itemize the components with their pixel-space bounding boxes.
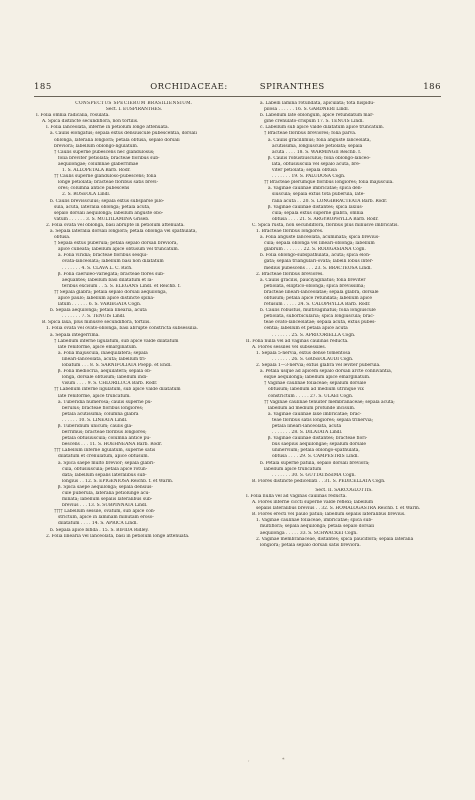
- text-line: aequilonga . . . . . 33. S. SCHWACKEI Cogn.: [260, 530, 358, 536]
- text-line: acutissima, longiuscule petiolata; sepala: [272, 143, 363, 149]
- text-line: cule puberula, lateralia petiolunge acu-: [62, 491, 150, 496]
- text-line: brevius . . . 13. S. SUBPINNATA Lindl.: [62, 503, 148, 509]
- text-line: . . . . . . . 4. S. CLAVA L. C. Rich.: [62, 265, 133, 271]
- left-column: [36, 101, 232, 540]
- text-line: . . . . . . . 26. S. GRISEOLAUDI Cogn.: [272, 356, 354, 362]
- text-line: β. Spica saepe aequilonga; sepala densius-: [58, 484, 153, 490]
- text-line: β. Vaginae caulinae distantes; spica laxius-: [268, 204, 364, 210]
- text-line: I. Folia omnia radicalia, rosulata.: [36, 113, 110, 119]
- text-line: † Caulis superne pubescens nec glandulosus;: [54, 149, 155, 155]
- text-line: late reniforme, apice emarginatum.: [58, 344, 138, 350]
- text-line: visum . . . . 9. S. CHLORILUCA Barb. Rodr.: [62, 381, 158, 387]
- text-line: apice paulo; labellum apice distincte spina-: [58, 296, 155, 301]
- text-line: ovata-lanceolata; labellum basi non dilatatum: [62, 259, 164, 265]
- text-line: †† Labellum inferne ligulatum, sub apice valde dilatatum: [54, 387, 181, 393]
- text-line: A. Spica distincte secundiflora, non tortilis.: [42, 119, 139, 125]
- text-line: β. Folia mediocria, aequilatera; sepala ob-: [58, 369, 152, 375]
- text-line: 2. Bracteae floribus breviores.: [256, 271, 324, 277]
- text-line: 2. Vaginae membranaceae, distantes; spica pauciflora; sepala lateralia: [256, 536, 414, 542]
- header-rule: [34, 96, 441, 97]
- text-line: a. Folia viridia; bracteae floribus sesqui-: [58, 253, 148, 259]
- text-line: β. Vaginae caulinae distantes; bracteae flori-: [268, 436, 368, 442]
- text-line: teribus excisum . . 5. S. ELEGANS Lindl. et Reichb. f.: [62, 283, 181, 289]
- page-number-right: 186: [423, 82, 441, 92]
- text-line: multiflora; sepala aequilonga; petala sepalo dorsali: [260, 524, 375, 530]
- text-line: cula, obtusiuscula; petala apice rotun-: [62, 466, 148, 472]
- text-line: berulus; bracteae floribus longiores;: [62, 405, 144, 411]
- text-line: †† Caulis superne glanduloso-pubescens; folia: [54, 174, 157, 180]
- text-line: † Bracteae floribus breviores; folia parva.: [264, 131, 357, 137]
- text-line: viter petiolata; sepala obtusa: [272, 168, 337, 174]
- footer-mark: ,: [248, 757, 250, 763]
- text-line: b. Petala superne patula, sepalo dorsali breviora;: [260, 460, 370, 466]
- text-line: . . . . . . . 25. S. APRICORIELLA Cogn.: [272, 332, 356, 338]
- text-line: †† Sepala glabra; petala sepalo dorsali aequilonga,: [54, 289, 167, 295]
- text-line: lobatum . . . 8. S. SARNIFOLIATA Poepp. et Endl.: [62, 363, 172, 369]
- text-line: sepalo dorsali aequilonga; labellum anguste obo-: [54, 210, 164, 216]
- text-line: 2. S. ROSEOLA Lindl.: [62, 192, 111, 198]
- text-line: A. Flores inferne ciccti superne valde reflexi; labellum: [252, 500, 374, 506]
- text-line: b. Caulis brevissculus; sepala extus subsparse pilo-: [50, 198, 165, 204]
- text-line: II. Folia nulla vel ad vaginas caulinas reducta.: [246, 338, 349, 344]
- text-line: . . . . . . . 19. S. PALUDOSA Cogn.: [272, 174, 346, 180]
- text-line: cula; sepala extus superne glabra, omnia: [272, 210, 364, 216]
- text-line: longius . . 12. S. EPIGENIOSA Reichb. f. et Warm.: [62, 478, 174, 484]
- text-line: . . . . . . . 7. S. TENUIS Lindl.: [62, 314, 126, 320]
- text-line: late reniforme, apice truncatum.: [58, 393, 131, 399]
- text-line: cula; sepala oblonga vel lineari-oblonga; labellum: [264, 241, 375, 247]
- text-line: I. Folia nulla vel ad vaginas caulinas reducta.: [246, 494, 347, 499]
- text-line: ††† Labellum inferne ligulatum, superne satis: [54, 448, 156, 454]
- text-line: †† Bracteae plerumque floribus longiores; folia majuscula.: [264, 180, 394, 186]
- text-line: petiolata, elliptico-oblonga; spica brevissima;: [264, 283, 365, 289]
- text-line: 2. Folia linearia vel lanceolata, basi in petiolum longe attenuata.: [46, 533, 190, 539]
- text-line: apice cuneata; labellum apice obtusum vel truncatum.: [58, 247, 180, 253]
- text-line: a. Tuberidia numerosa; caulis superne pu-: [58, 399, 153, 405]
- text-line: siuscula; sepala extus tota puberula, late-: [272, 192, 365, 198]
- text-line: 1. Sepala 5-nervia, extus dense tomentosa: [256, 350, 351, 356]
- text-line: 2. Folia ovata vel oblonga, basi abrupte in petiolum attenuata.: [46, 222, 185, 228]
- text-line: B. Flores distincte pedicellati . . 31. S. PEDICELLATA Cogn.: [252, 478, 386, 484]
- text-line: I. Folia lanceolata, inferne in petiolum longe attenuata.: [46, 125, 170, 131]
- text-line: sepalis lateralibus brevius . . 32. S. HOMALOGASTRA Reichb. f. et Warm.: [256, 506, 421, 512]
- text-line: . . . . . . . 30. S. GUTTATISSIMA Cogn.: [272, 472, 356, 478]
- text-line: a. Caulis gracilis, pauciyaginatus; folia breviter: [260, 277, 366, 283]
- text-line: A. Flores sessiles vel subsessiles.: [252, 344, 326, 350]
- text-line: obtusa.: [54, 235, 71, 241]
- text-line: 2. Sepala 1—3-nervia; extus glabra vel leviter puberula.: [256, 363, 381, 369]
- text-line: teae ovato-lanceolatae; sepala acuta, extus pubes-: [264, 320, 376, 326]
- text-line: obtusum; petala apice retundata; labellum apice: [264, 296, 372, 301]
- text-line: folia breviter petiolata; bracteae floribus sub-: [58, 155, 160, 161]
- text-line: obtusa . . . . 29. S. CAMPESTRIS Lindl.: [272, 454, 359, 460]
- text-line: . . . . . . 10. S. LINEATA Lindl.: [62, 417, 128, 423]
- text-line: obtusum; labellum ad medium utrinque vix: [268, 387, 364, 393]
- text-line: β. Folia caeruleo-variegata; bracteae flores sub-: [58, 271, 165, 277]
- text-line: CONSPECTUS SPECIERUM BRASILIENSIUM.: [75, 101, 193, 106]
- text-line: data; labellum sepalis lateralibus sub-: [62, 472, 147, 478]
- text-line: glabrum . . . . . . . 22. S. RODIGASIANA Cogn.: [264, 247, 366, 253]
- text-line: b. Folia oblongo-subspathulata, acuta; spica elon-: [260, 253, 371, 259]
- text-line: longa, dorsale obtusum; labellum indi-: [62, 375, 148, 381]
- running-header: [34, 82, 441, 96]
- text-line: c. Labellum sub apice valde dilatatum apice truncatum.: [260, 125, 385, 131]
- text-line: a. Sepala lateralia dorsali longiora; petala oblonga vel spathulata,: [50, 228, 197, 234]
- text-line: 1. Vaginae caulinae foliaceae, imbricatae; spica sub-: [256, 518, 373, 524]
- text-line: latum . . . . . . 6. S. VARIEGATA Cogn.: [58, 302, 142, 308]
- running-title: [34, 82, 441, 92]
- text-line: petala obtusiuscula; columna antice pu-: [62, 436, 151, 442]
- text-line: dilatatum et crenulatum, apice obtusum.: [58, 454, 149, 460]
- text-line: sula, acuta, lateralia oblonga; petala acuta,: [54, 204, 151, 210]
- text-line: † Labellum inferne ligulatum, sub apice valde dilatatum: [54, 338, 179, 344]
- text-line: B. Spica laxa, plus minusve secundiflora, tortilis.: [42, 320, 151, 326]
- running-title-right: SPIRANTHES: [259, 82, 325, 92]
- text-line: lata, obtusiuscula vel sepalo acuta, bre-: [272, 161, 361, 167]
- text-line: gine crenulato-crispum 17. S. TENUIS Lindl.: [264, 119, 364, 125]
- text-line: b. Caulis robustus, multivaginatus; folia longiuscule: [260, 308, 376, 314]
- text-line: 1. Bracteae floribus longiores.: [256, 228, 324, 234]
- text-line: acuta . . . . 18. S. WARMINGII Reichb. f.: [272, 149, 362, 155]
- text-line: a. Labelli lamina rotundata, apiculata; tota hispidu-: [260, 101, 375, 106]
- text-line: dilatatum . . . . 14. S. APRICA Lindl.: [58, 521, 138, 527]
- text-line: petala acutissima; columna glabra: [62, 411, 139, 417]
- text-line: longe petiolata; bracteae floribus satis brevi-: [58, 180, 159, 186]
- text-line: β. Tuberidium unicum; caulis gla-: [58, 423, 133, 429]
- text-line: a. Caulis gracillimus; folia anguste lanceolata,: [268, 137, 371, 143]
- text-line: a. Folia majuscula, inaequilatera; sepala: [58, 350, 148, 356]
- text-line: a. Caulis elongatus; sepala extus densiuscule pubescentia, dorsali: [50, 131, 197, 137]
- text-line: ralia acuta . . 20. S. LONGIBRACTEATA Barb. Rodr.: [272, 198, 388, 204]
- text-line: † Vaginae caulinae foliaceae; sepalum dorsale: [264, 381, 367, 387]
- text-line: 1. Folia ovata vel ovato-oblonga, basi abrupte constricta subsessilia.: [46, 326, 199, 332]
- text-line: b. Labellum late oblongum, apice retundatum mar-: [260, 113, 374, 119]
- running-title-left: ORCHIDACEAE:: [150, 82, 228, 92]
- text-line: Sect. II. SARCOGLOTTIS.: [315, 487, 373, 493]
- text-line: bescens . . . 11. S. HOEHNEANA Barb. Rodr.: [62, 442, 162, 448]
- text-line: †††† Labellum sessile, ovatum, sub apice con-: [54, 509, 156, 515]
- text-line: longiora; petala sepalo dorsali satis breviora.: [260, 542, 361, 548]
- text-line: berrimus; bracteae floribus longiores;: [62, 430, 147, 436]
- text-line: Sect. I. EUSPIRANTHES.: [105, 107, 163, 113]
- right-column: [246, 101, 442, 549]
- text-line: breviora; labellum oblongo-ligulatum.: [54, 143, 139, 149]
- text-line: C. Spica rusta, non secundiflora, floribus plus minusve imbricatis.: [252, 222, 399, 228]
- text-line: petala lineari-lanceolata, acuta: [272, 423, 342, 429]
- text-line: † Sepala extus puberula; petala sepalo dorsali breviora,: [54, 241, 178, 247]
- text-line: aequantes; labellum basi dilatatum et la-: [62, 277, 153, 283]
- page-number-left: 185: [34, 82, 52, 92]
- text-line: vatum . . . . . . 3. S. MULTILAMINA Griseb.: [54, 216, 150, 222]
- text-line: centia; labellum et petala apice acuta: [264, 326, 348, 332]
- text-line: strictum, apice in laminam minutam eroso-: [58, 515, 154, 521]
- text-line: teae floribus satis longiores; sepala trinervia;: [272, 417, 374, 423]
- text-line: petiolata, suborbicularia; spica longiuscula; brac-: [264, 314, 375, 320]
- text-line: b. Sepala aequilonga; petala linearia, acuta: [50, 308, 147, 314]
- text-line: aequilongae; columnae glaberrimae: [58, 161, 139, 167]
- text-line: a. Petala usque ad apicem sepalo dorsali arcte connivantia,: [260, 369, 393, 375]
- text-line: medius pubescens . . . 23. S. BRACTEOSA Lindl.: [264, 265, 372, 271]
- text-line: retusum . . . . . 24. S. CALOPHYLLA Barb. Rodr.: [264, 302, 371, 308]
- text-line: a. Spica saepe multo brevior; sepala glabri-: [58, 460, 155, 466]
- text-line: labellum ad medium profunde incisum.: [268, 405, 356, 411]
- text-line: B. Flores erecti vel paulo patuli; labellum sepalis lateralibus brevius.: [252, 512, 406, 518]
- text-line: pilosa . . . . . . 16. S. GARDNERI Lindl.: [264, 107, 350, 113]
- text-line: constrictum . . . . . 27. S. ULAEI Cogn.: [268, 393, 354, 399]
- text-line: bracteae lineari-lanceolatae; sepala glabra, dorsale: [264, 289, 379, 295]
- text-line: a. Sepala integerrima.: [50, 332, 100, 338]
- text-line: eique aequilonga; labellum apice emarginatum.: [264, 375, 371, 381]
- text-line: lineari-lanceolata, acuta; labellum tri-: [62, 356, 147, 362]
- text-line: a. Folia anguste lanceolata, acuminata; spica brevius-: [260, 235, 380, 241]
- text-line: †† Vaginae caulinae tenuiter membranaceae; sepala acuta;: [264, 399, 395, 405]
- text-line: 1. S. ALLOPETALA Barb. Rodr.: [62, 168, 131, 174]
- text-line: obtusa . . . . 21. S. ARGYROPHYLLA Barb. Rodr.: [272, 216, 379, 222]
- text-line: a. Vaginae caulinae imbricatae; spica den-: [268, 186, 363, 192]
- text-line: labellum apice truncatum: [264, 466, 322, 472]
- footer-mark: *: [282, 757, 285, 763]
- text-line: . . . . . . . 28. S. DILATATA Lindl.: [272, 430, 343, 436]
- text-line: gata; sepala triangulari-ovata; labelli lobus inter-: [264, 259, 374, 265]
- text-line: oblonga, lateralia longiora; petala obtusa, sepalo dorsali: [54, 137, 180, 143]
- text-line: a. Vaginae caulinae laxe imbricatae; brac-: [268, 411, 362, 417]
- text-line: bus saepius aequilongae; sepalum dorsale: [272, 442, 366, 448]
- text-line: minata; labellum sepalis lateralibus sub-: [62, 497, 153, 503]
- text-line: b. Sepala apice bifida . 15. S. BIFIDA Ridley.: [50, 527, 149, 533]
- text-line: ores; columna antice pubescens: [58, 186, 130, 192]
- text-line: β. Caulis robustiusculus; folia oblongo-lanceo-: [268, 155, 371, 161]
- text-line: uninervium; petala oblongo-spathulata,: [272, 448, 360, 454]
